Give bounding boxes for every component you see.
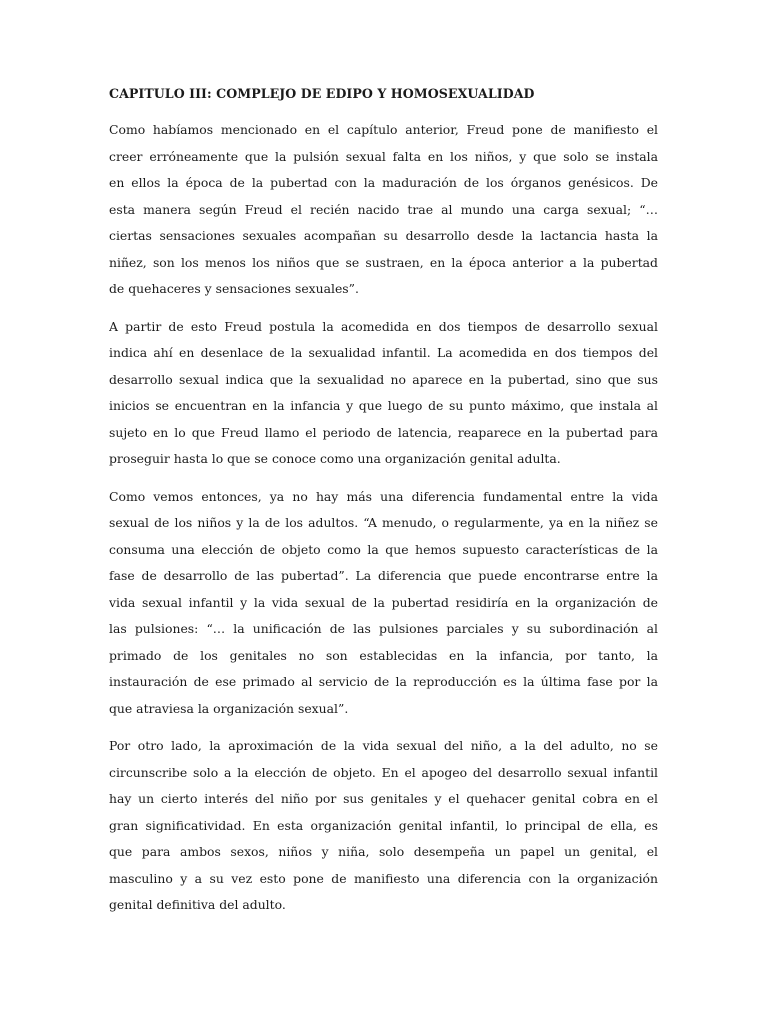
paragraph-line: fase de desarrollo de las pubertad”. La diferencia que puede encontrarse entre la [109, 568, 658, 583]
paragraph-line: indica ahí en desenlace de la sexualidad infantil. La acomedida en dos tiempos del [109, 345, 658, 360]
paragraph-line: sujeto en lo que Freud llamo el periodo de latencia, reaparece en la pubertad para [109, 424, 658, 440]
paragraph-line: desarrollo sexual indica que la sexualidad no aparece en la pubertad, sino que sus [109, 371, 658, 387]
paragraph-line: proseguir hasta lo que se conoce como una organización genital adulta. [109, 451, 561, 466]
paragraph-line: esta manera según Freud el recién nacido trae al mundo una carga sexual; “… [109, 201, 658, 217]
paragraph-line: de quehaceres y sensaciones sexuales”. [109, 281, 359, 296]
paragraph-line: masculino y a su vez esto pone de manifiesto una diferencia con la organización [109, 870, 658, 886]
paragraph-line: inicios se encuentran en la infancia y que luego de su punto máximo, que instala al [109, 398, 658, 413]
paragraph-line: Como habíamos mencionado en el capítulo anterior, Freud pone de manifiesto el [109, 122, 658, 137]
paragraph-line: consuma una elección de objeto como la que hemos supuesto características de la [109, 541, 658, 557]
paragraph-line: hay un cierto interés del niño por sus genitales y el quehacer genital cobra en el [109, 791, 658, 806]
document-page [109, 84, 658, 930]
paragraph-line: Como vemos entonces, ya no hay más una diferencia fundamental entre la vida [109, 488, 658, 504]
paragraph-line: instauración de ese primado al servicio de la reproducción es la última fase por la [109, 674, 658, 689]
paragraph-line: circunscribe solo a la elección de objeto. En el apogeo del desarrollo sexual infantil [109, 764, 658, 780]
paragraph-line: que atraviesa la organización sexual”. [109, 700, 349, 716]
paragraph-line: genital definitiva del adulto. [109, 897, 286, 912]
paragraph-line: A partir de esto Freud postula la acomedida en dos tiempos de desarrollo sexual [109, 318, 658, 334]
paragraph-line: las pulsiones: “… la unificación de las pulsiones parciales y su subordinación al [109, 621, 658, 636]
paragraph-line: Por otro lado, la aproximación de la vida sexual del niño, a la del adulto, no se [109, 738, 658, 753]
paragraph-line: en ellos la época de la pubertad con la maduración de los órganos genésicos. De [109, 175, 658, 190]
paragraph-line: ciertas sensaciones sexuales acompañan su desarrollo desde la lactancia hasta la [109, 228, 658, 243]
paragraph-line: creer erróneamente que la pulsión sexual falta en los niños, y que solo se instala [109, 148, 658, 164]
paragraph-line: gran significatividad. En esta organización genital infantil, lo principal de ella, es [109, 817, 658, 833]
paragraph-3 [109, 484, 658, 723]
paragraph-line: vida sexual infantil y la vida sexual de la pubertad residiría en la organización de [109, 594, 658, 610]
paragraph-line: niñez, son los menos los niños que se sustraen, en la época anterior a la pubertad [109, 254, 658, 270]
paragraph-1 [109, 117, 658, 303]
chapter-heading: CAPITULO III: COMPLEJO DE EDIPO Y HOMOSEXUALIDAD [109, 86, 535, 101]
paragraph-line: que para ambos sexos, niños y niña, solo desempeña un papel un genital, el [109, 844, 658, 859]
paragraph-4 [109, 733, 658, 919]
paragraph-2 [109, 314, 658, 473]
paragraph-line: primado de los genitales no son establecidas en la infancia, por tanto, la [109, 647, 658, 663]
paragraph-line: sexual de los niños y la de los adultos. “A menudo, o regularmente, ya en la niñez se [109, 515, 658, 530]
